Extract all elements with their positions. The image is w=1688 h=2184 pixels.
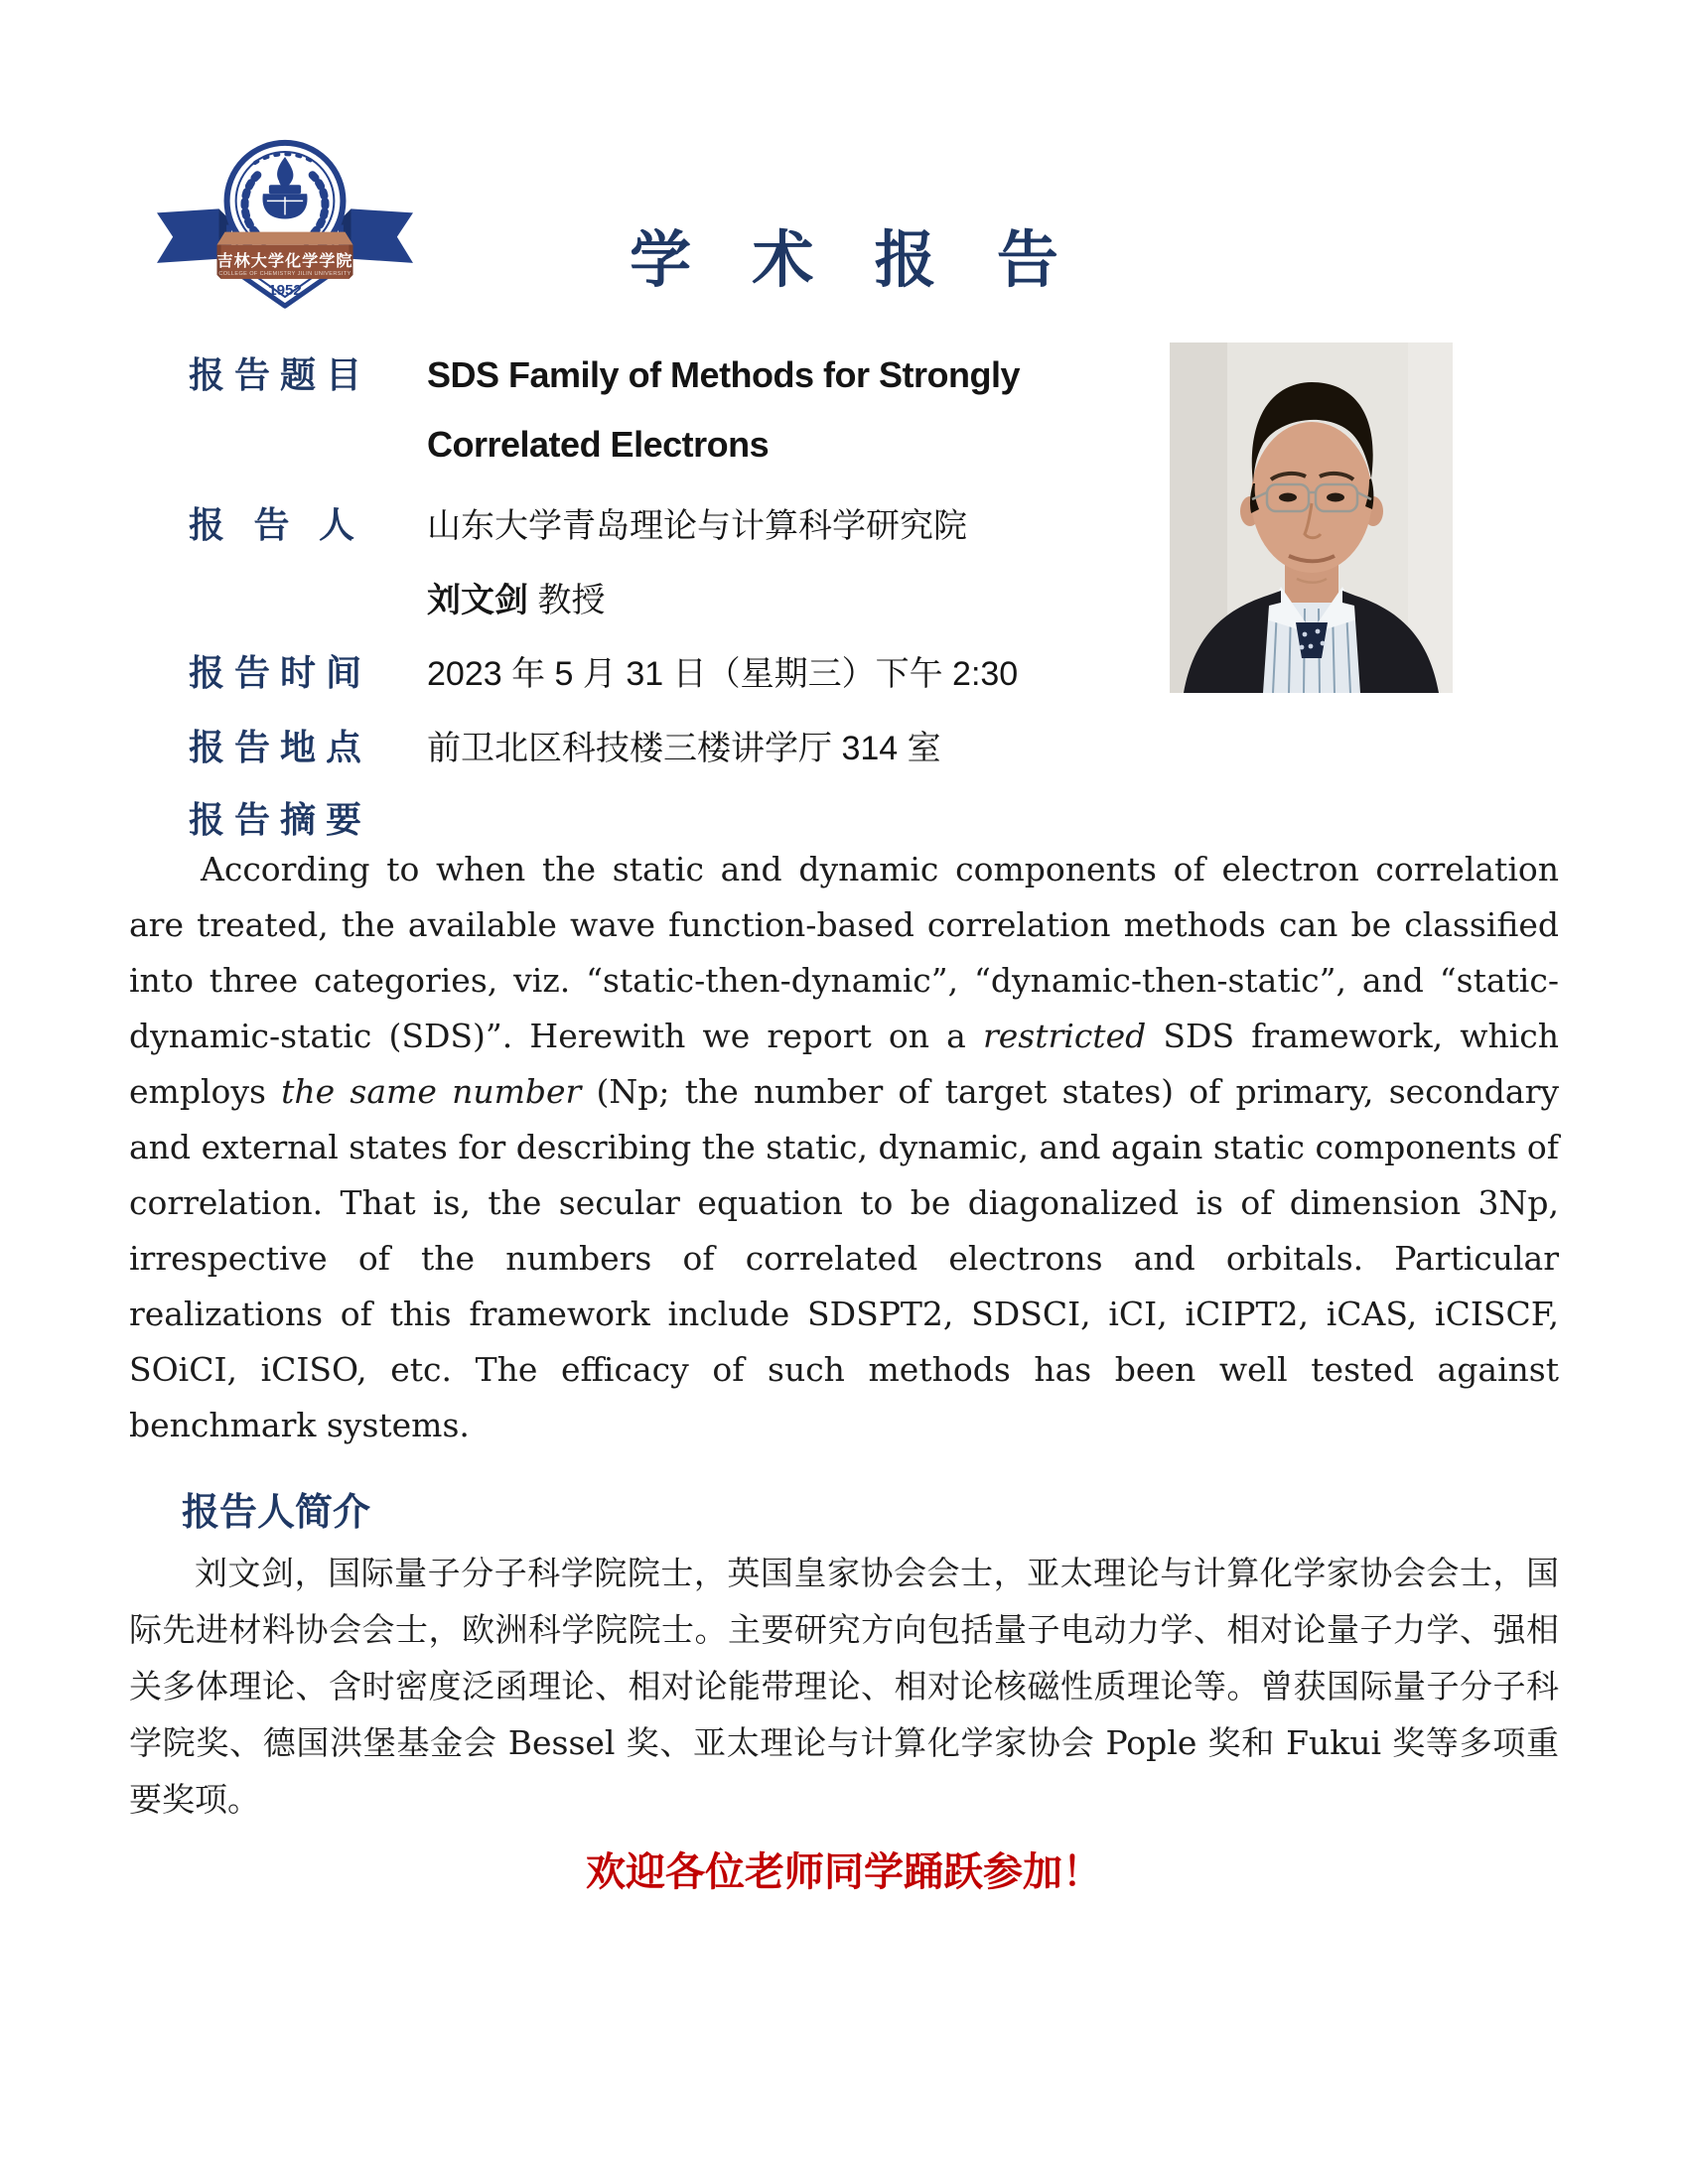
location-value: 前卫北区科技楼三楼讲学厅 314 室 [427,730,941,767]
bio-heading: 报告人简介 [182,1492,371,1534]
speaker-affiliation: 山东大学青岛理论与计算科学研究院 [427,507,967,545]
photo-face [1251,422,1372,573]
speaker-name-row [189,573,605,621]
speaker-title: 教授 [528,582,606,619]
speaker-photo [1170,342,1453,693]
speaker-row [189,497,967,548]
time-label: 报 告 时 间 [189,652,362,693]
logo-year: 1952 [268,282,302,300]
report-title-row [189,347,1020,398]
page-title: 学 术 报 告 [630,226,1080,295]
abstract-heading-row [189,792,362,843]
location-label: 报 告 地 点 [189,727,362,767]
speaker-name-line [427,582,605,619]
abstract-paragraph: According to when the static and dynamic components of electron correlation are treated, the available wave function-based correlation methods can be classified into three categories, viz. “static-then-dynamic”, “dynamic-then-static”, and “static-dynamic-static (SDS)”. Herewith we report on a restricted SDS framework, which employs the same number (Np; the number of target states) of primary, secondary and external states for describing the static, dynamic, and again static components of correlation. That is, the secular equation to be diagonalized is of dimension 3Np, irrespective of the numbers of correlated electrons and orbitals. Particular realizations of this framework include SDSPT2, SDSCI, iCI, iCIPT2, iCAS, iCISCF, SOiCI, iCISO, etc. The efficacy of such methods has been well tested against benchmark systems. [129,850,1559,1444]
speaker-label: 报 告 人 [189,504,354,545]
report-title-line2: Correlated Electrons [427,424,770,465]
logo-caption-text: COLLEGE OF CHEMISTRY JILIN UNIVERSITY [218,270,352,277]
welcome-message: 欢迎各位老师同学踊跃参加！ [586,1850,1102,1894]
time-row [189,645,1018,696]
speaker-name: 刘文剑 [427,582,528,619]
time-value: 2023 年 5 月 31 日（星期三）下午 2:30 [427,655,1019,693]
abstract-heading: 报 告 摘 要 [189,799,362,840]
bio-paragraph: 刘文剑，国际量子分子科学院院士，英国皇家协会会士，亚太理论与计算化学家协会会士，国际先进材料协会会士，欧洲科学院院士。主要研究方向包括量子电动力学、相对论量子力学、强相关多体理论、含时密度泛函理论、相对论能带理论、相对论核磁性质理论等。曾获国际量子分子科学院奖、德国洪堡基金会 Bessel 奖、亚太理论与计算化学家协会 Pople 奖和 Fukui 奖等多项重要奖项。 [129,1554,1559,1819]
report-title-row2 [189,424,769,466]
report-title-label: 报 告 题 目 [189,354,362,395]
location-row [189,720,941,770]
report-title-line1: SDS Family of Methods for Strongly [427,354,1021,395]
logo-banner-text: 吉林大学化学学院 [216,251,353,270]
